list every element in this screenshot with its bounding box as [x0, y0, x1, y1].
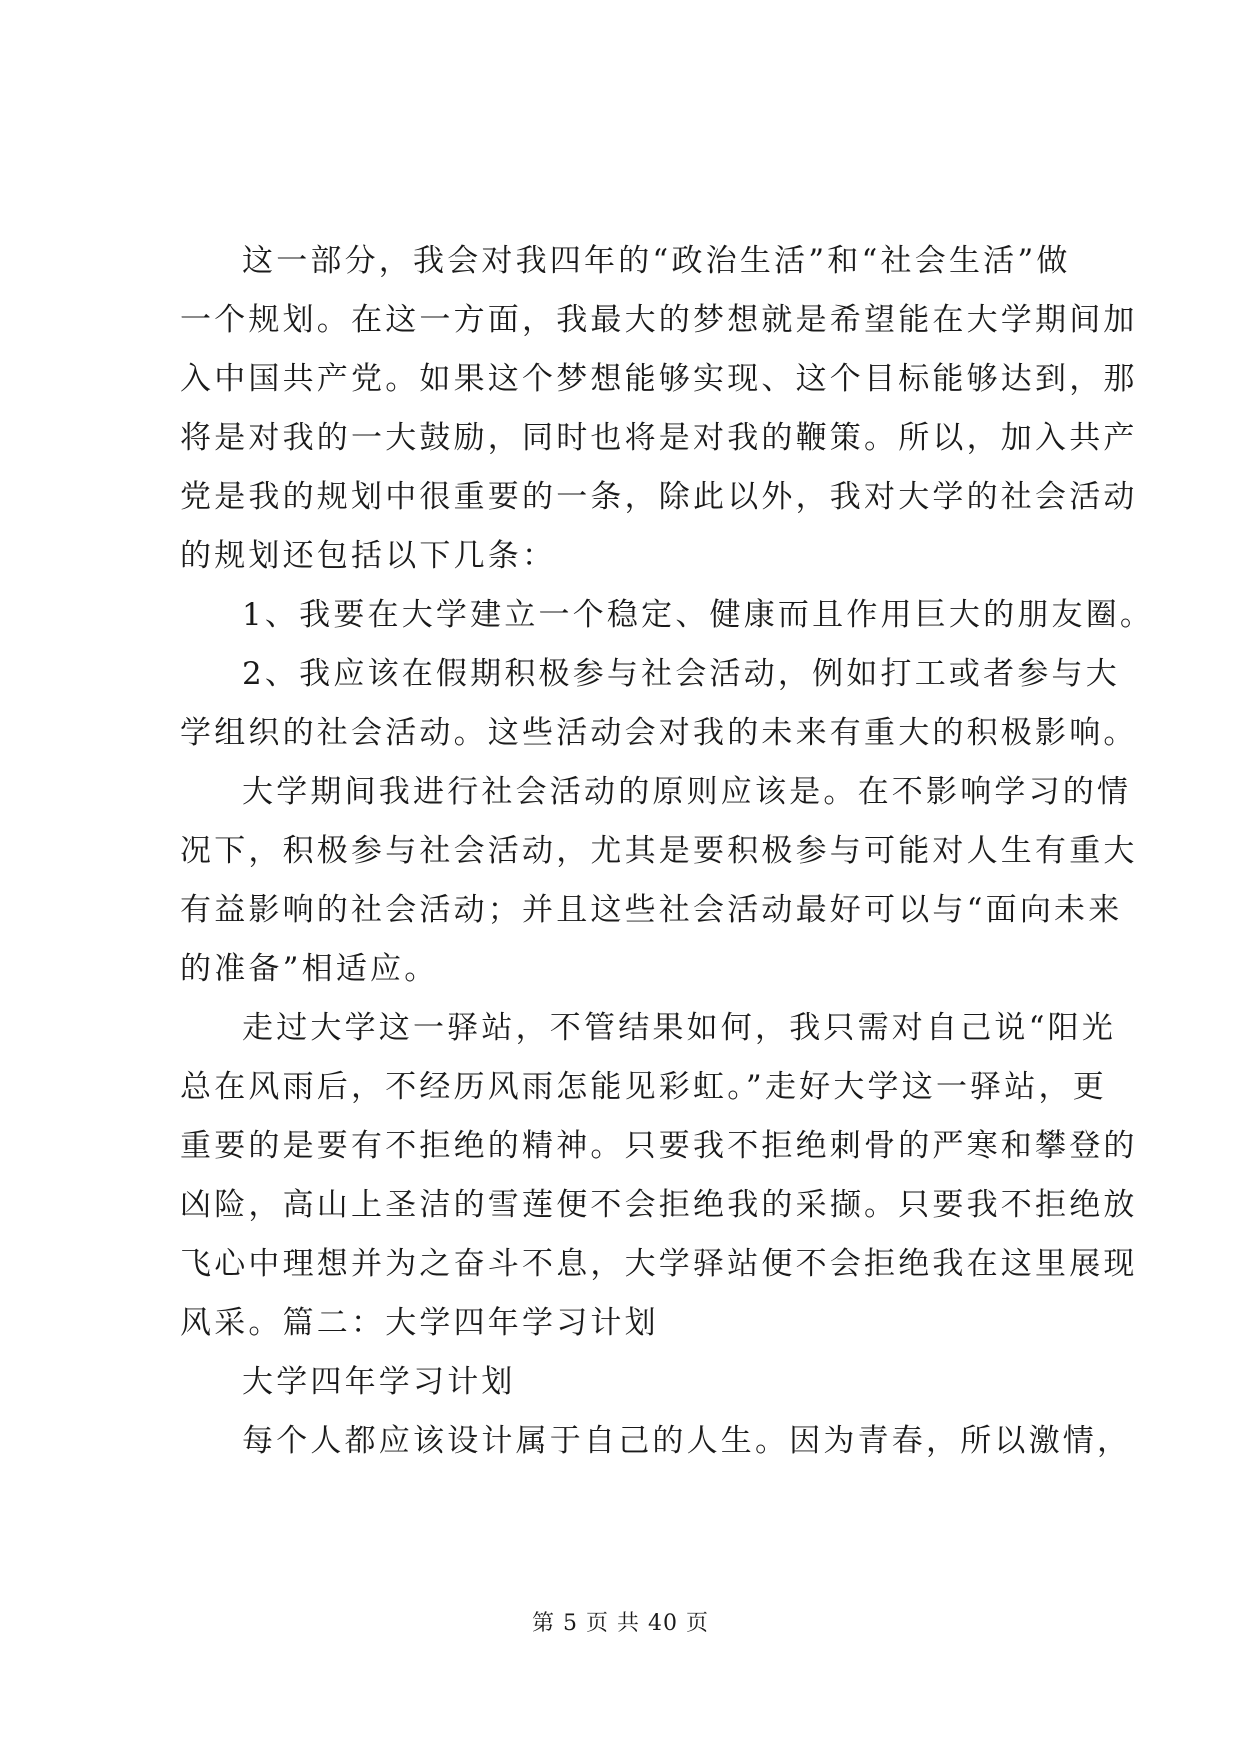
text-line: 重要的是要有不拒绝的精神。只要我不拒绝刺骨的严寒和攀登的 — [180, 1128, 1138, 1164]
text-line: 每个人都应该设计属于自己的人生。因为青春，所以激情， — [242, 1423, 1132, 1459]
text-line: 入中国共产党。如果这个梦想能够实现、这个目标能够达到，那 — [180, 361, 1138, 397]
text-line: 1、我要在大学建立一个稳定、健康而且作用巨大的朋友圈。 — [242, 597, 1155, 633]
text-line: 走过大学这一驿站，不管结果如何，我只需对自己说“阳光 — [242, 1010, 1117, 1046]
text-line: 一个规划。在这一方面，我最大的梦想就是希望能在大学期间加 — [180, 302, 1138, 338]
text-line: 况下，积极参与社会活动，尤其是要积极参与可能对人生有重大 — [180, 833, 1138, 869]
text-line: 这一部分，我会对我四年的“政治生活”和“社会生活”做 — [242, 243, 1071, 279]
text-line: 飞心中理想并为之奋斗不息，大学驿站便不会拒绝我在这里展现 — [180, 1246, 1138, 1282]
text-line: 凶险，高山上圣洁的雪莲便不会拒绝我的采撷。只要我不拒绝放 — [180, 1187, 1138, 1223]
document-body — [180, 232, 1155, 1471]
section-heading: 大学四年学习计划 — [242, 1364, 516, 1400]
text-line: 大学期间我进行社会活动的原则应该是。在不影响学习的情 — [242, 774, 1132, 810]
text-line: 学组织的社会活动。这些活动会对我的未来有重大的积极影响。 — [180, 715, 1138, 751]
text-line: 有益影响的社会活动；并且这些社会活动最好可以与“面向未来 — [180, 892, 1123, 928]
text-line: 党是我的规划中很重要的一条，除此以外，我对大学的社会活动 — [180, 479, 1138, 515]
text-line: 的准备”相适应。 — [180, 951, 439, 987]
text-line: 2、我应该在假期积极参与社会活动，例如打工或者参与大 — [242, 656, 1120, 692]
page-footer — [0, 1606, 1241, 1637]
text-line: 的规划还包括以下几条： — [180, 538, 557, 574]
text-line: 总在风雨后，不经历风雨怎能见彩虹。”走好大学这一驿站，更 — [180, 1069, 1107, 1105]
text-line: 将是对我的一大鼓励，同时也将是对我的鞭策。所以，加入共产 — [180, 420, 1138, 456]
page-number-label: 第 5 页 共 40 页 — [532, 1611, 709, 1636]
text-line: 风采。篇二：大学四年学习计划 — [180, 1305, 659, 1341]
